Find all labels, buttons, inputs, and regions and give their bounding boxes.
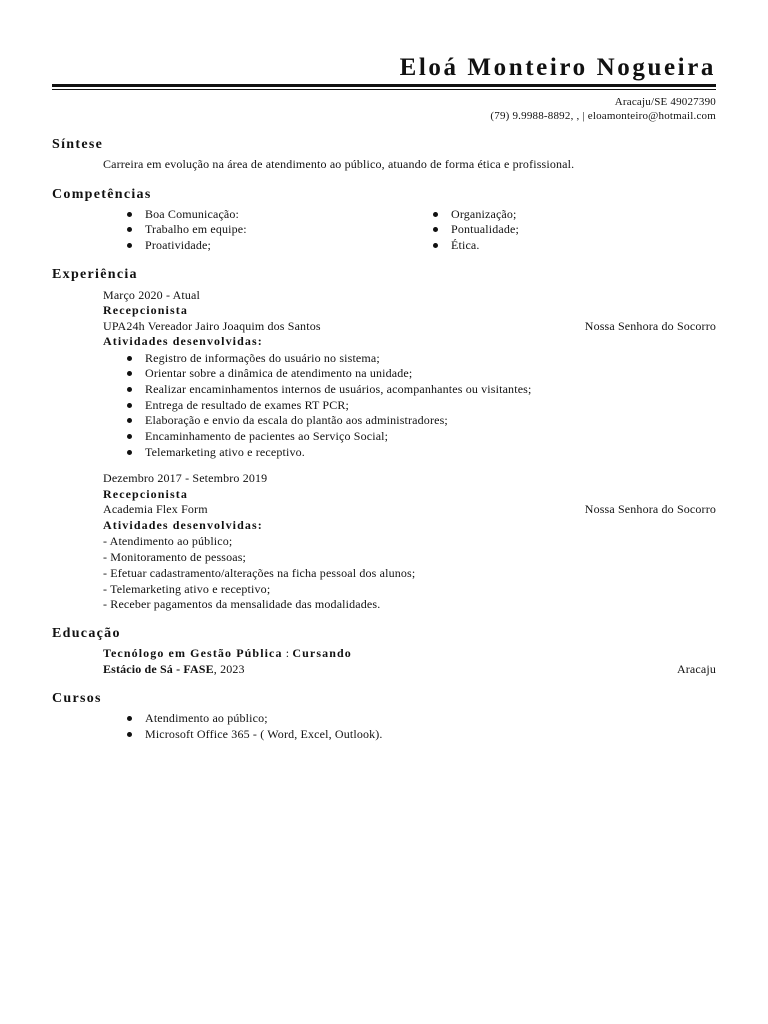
education-status: Cursando <box>292 646 352 660</box>
section-title-experiencia: Experiência <box>52 267 138 282</box>
bullet-icon <box>127 243 132 248</box>
bullet-icon <box>127 450 132 455</box>
activity-label: Elaboração e envio da escala do plantão aos administradores; <box>145 413 448 427</box>
job-role: Recepcionista <box>103 487 188 501</box>
address-line: Aracaju/SE 49027390 <box>614 96 716 108</box>
activity-item <box>145 382 531 397</box>
activity-item: - Monitoramento de pessoas; <box>103 550 247 564</box>
activity-label: Encaminhamento de pacientes ao Serviço Social; <box>145 429 389 443</box>
job-period: Março 2020 - Atual <box>103 288 201 302</box>
activity-label: Realizar encaminhamentos internos de usuários, acompanhantes ou visitantes; <box>145 382 532 396</box>
competencia-item <box>145 238 211 253</box>
job-period: Dezembro 2017 - Setembro 2019 <box>103 471 268 485</box>
job-location: Nossa Senhora do Socorro <box>584 319 716 333</box>
bullet-icon <box>127 371 132 376</box>
header-divider-thick <box>52 84 716 87</box>
competencia-label: Pontualidade; <box>451 222 519 236</box>
bullet-icon <box>127 732 132 737</box>
bullet-icon <box>433 243 438 248</box>
job-company: UPA24h Vereador Jairo Joaquim dos Santos <box>103 319 321 333</box>
contact-line[interactable]: (79) 9.9988-8892, , | eloamonteiro@hotmail.com <box>490 110 716 122</box>
activity-label: Registro de informações do usuário no sistema; <box>145 351 380 365</box>
education-year: , 2023 <box>213 662 245 676</box>
competencia-label: Boa Comunicação: <box>145 207 240 221</box>
activity-label: Entrega de resultado de exames RT PCR; <box>145 398 350 412</box>
education-institution-line <box>103 662 245 677</box>
competencia-item <box>145 222 247 237</box>
activity-item <box>145 445 305 460</box>
bullet-icon <box>127 434 132 439</box>
competencia-label: Ética. <box>451 238 480 252</box>
activity-item <box>145 413 448 428</box>
section-title-sintese: Síntese <box>52 137 104 152</box>
curso-item <box>145 727 383 742</box>
candidate-name: Eloá Monteiro Nogueira <box>399 54 716 81</box>
competencia-label: Proatividade; <box>145 238 211 252</box>
activity-item: - Telemarketing ativo e receptivo; <box>103 582 271 596</box>
education-institution: Estácio de Sá - FASE <box>103 662 214 676</box>
activity-item: - Receber pagamentos da mensalidade das modalidades. <box>103 597 381 611</box>
education-location: Aracaju <box>676 662 716 676</box>
job-location: Nossa Senhora do Socorro <box>584 502 716 516</box>
activity-label: Orientar sobre a dinâmica de atendimento na unidade; <box>145 366 413 380</box>
header-divider-thin <box>52 89 716 90</box>
bullet-icon <box>127 227 132 232</box>
competencia-item <box>451 238 480 253</box>
bullet-icon <box>127 716 132 721</box>
activity-item: - Atendimento ao público; <box>103 534 233 548</box>
activity-item <box>145 429 388 444</box>
competencia-item <box>451 222 519 237</box>
bullet-icon <box>127 356 132 361</box>
activity-item <box>145 398 349 413</box>
section-title-educacao: Educação <box>52 626 121 641</box>
section-title-competencias: Competências <box>52 187 152 202</box>
activities-label: Atividades desenvolvidas: <box>103 518 263 532</box>
section-title-cursos: Cursos <box>52 691 102 706</box>
competencia-item <box>451 207 517 222</box>
activity-item: - Efetuar cadastramento/alterações na ficha pessoal dos alunos; <box>103 566 416 580</box>
activity-item <box>145 351 380 366</box>
bullet-icon <box>433 227 438 232</box>
sintese-text: Carreira em evolução na área de atendimento ao público, atuando de forma ética e profissional. <box>103 157 575 171</box>
activities-label: Atividades desenvolvidas: <box>103 334 263 348</box>
job-company: Academia Flex Form <box>103 502 208 516</box>
bullet-icon <box>127 403 132 408</box>
job-role: Recepcionista <box>103 303 188 317</box>
curso-label: Microsoft Office 365 - ( Word, Excel, Outlook). <box>145 727 383 741</box>
competencia-label: Trabalho em equipe: <box>145 222 247 236</box>
bullet-icon <box>127 387 132 392</box>
bullet-icon <box>433 212 438 217</box>
activity-item <box>145 366 412 381</box>
education-course: Tecnólogo em Gestão Pública <box>103 646 283 660</box>
curso-label: Atendimento ao público; <box>145 711 268 725</box>
education-course-line <box>103 646 352 661</box>
education-separator: : <box>282 646 293 660</box>
bullet-icon <box>127 212 132 217</box>
competencia-label: Organização; <box>451 207 517 221</box>
activity-label: Telemarketing ativo e receptivo. <box>145 445 305 459</box>
curso-item <box>145 711 268 726</box>
competencia-item <box>145 207 239 222</box>
bullet-icon <box>127 418 132 423</box>
